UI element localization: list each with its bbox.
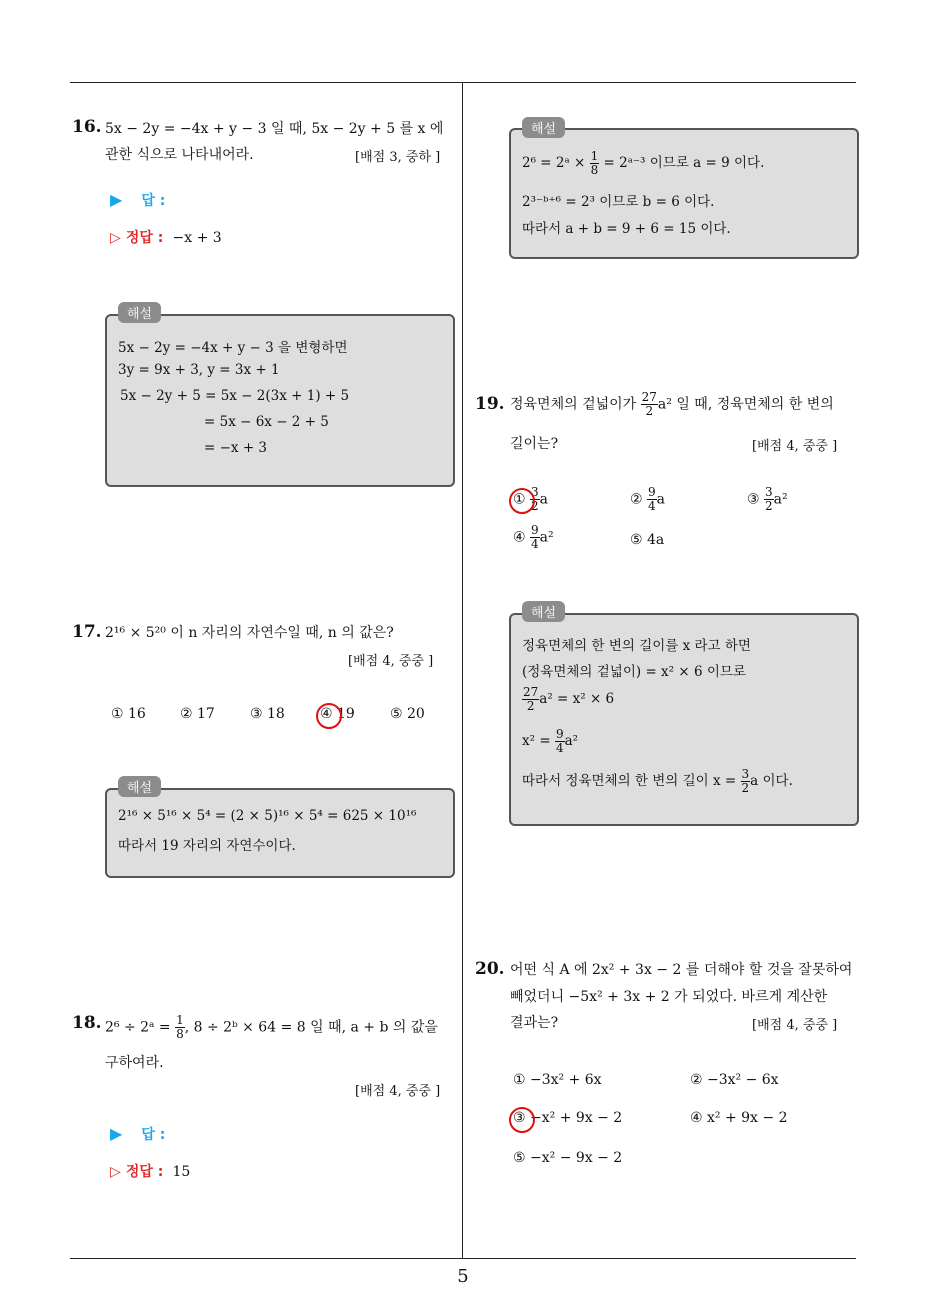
q19-opt4-den: 4: [531, 537, 539, 551]
q18-exp1-fraction: [590, 150, 600, 177]
q19-opt2-mark: ②: [630, 491, 643, 508]
q19-frac-den: 2: [645, 404, 654, 418]
q16-line1: 5x − 2y = −4x + y − 3 일 때, 5x − 2y + 5 를 x 에: [105, 121, 444, 137]
q16-score: [배점 3, 중하 ]: [355, 150, 441, 165]
q19-option-4[interactable]: [513, 524, 554, 551]
page-number: 5: [457, 1266, 469, 1287]
q19-exp5-a: 따라서 정육면체의 한 변의 길이 x =: [522, 773, 737, 789]
q19-selected-circle: [509, 488, 535, 514]
q16-correct-value: −x + 3: [172, 230, 222, 246]
q19-opt4-tail: a²: [539, 529, 554, 546]
q18-answer-label: 답 :: [141, 1127, 166, 1143]
q19-line1: [510, 391, 834, 418]
q19-frac-num: 27: [641, 390, 657, 404]
q17-exp-line1: 2¹⁶ × 5¹⁶ × 5⁴ = (2 × 5)¹⁶ × 5⁴ = 625 × 10¹⁶: [118, 808, 417, 824]
q16-explanation-tab: 해설: [118, 302, 161, 323]
top-rule: [70, 82, 856, 83]
q20-number: 20.: [475, 959, 505, 979]
q18-correct-row: [110, 1161, 190, 1181]
q16-exp-line2: 3y = 9x + 3, y = 3x + 1: [118, 362, 280, 378]
q18-exp-line3: 따라서 a + b = 9 + 6 = 15 이다.: [522, 221, 731, 237]
q19-opt3-tail: a²: [773, 491, 788, 508]
q20-option-1[interactable]: ① −3x² + 6x: [513, 1072, 602, 1088]
q19-exp4-den: 4: [555, 741, 564, 755]
q19-option-5[interactable]: ⑤ 4a: [630, 532, 665, 548]
q19-opt2-frac: [647, 486, 657, 513]
q18-frac-num: 1: [176, 1013, 184, 1027]
q16-correct-label: 정답 :: [125, 230, 164, 246]
q19-opt2-tail: a: [656, 491, 666, 508]
q17-explanation-tab: 해설: [118, 776, 161, 797]
q18-correct-label: 정답 :: [125, 1164, 164, 1180]
q18-exp1-b: = 2ᵃ⁻³ 이므로 a = 9 이다.: [603, 155, 765, 171]
q16-exp-line4: = 5x − 6x − 2 + 5: [204, 414, 329, 430]
q20-line1: 어떤 식 A 에 2x² + 3x − 2 를 더해야 할 것을 잘못하여: [510, 962, 853, 978]
q19-exp-line4: [522, 728, 578, 755]
q16-number: 16.: [72, 117, 102, 137]
q18-exp1-a: 2⁶ = 2ᵃ ×: [522, 155, 586, 171]
q18-exp-line2: 2³⁻ᵇ⁺⁶ = 2³ 이므로 b = 6 이다.: [522, 194, 715, 210]
hollow-triangle-icon: ▷: [110, 1164, 121, 1180]
q19-exp4-frac: [555, 728, 565, 755]
q20-option-4[interactable]: ④ x² + 9x − 2: [690, 1110, 788, 1126]
q18-number: 18.: [72, 1013, 102, 1033]
q19-opt1-mark: ①: [513, 491, 526, 508]
q17-option-5[interactable]: ⑤ 20: [390, 706, 425, 722]
q19-opt3-frac: [764, 486, 774, 513]
q16-correct-row: [110, 227, 222, 247]
q17-number: 17.: [72, 622, 102, 642]
q19-opt1-tail: a: [539, 491, 549, 508]
q19-exp4-a: x² =: [522, 733, 551, 749]
q19-exp4-b: a²: [564, 733, 579, 749]
q19-opt3-num: 3: [765, 485, 773, 499]
q19-exp5-den: 2: [741, 781, 750, 795]
q17-line1: 2¹⁶ × 5²⁰ 이 n 자리의 자연수일 때, n 의 값은?: [105, 625, 394, 641]
q19-number: 19.: [475, 394, 505, 414]
q19-exp-line3: [522, 686, 614, 713]
q18-frac-den: 8: [176, 1027, 184, 1041]
q19-line1-b: a² 일 때, 정육면체의 한 변의: [657, 396, 834, 413]
q20-option-3[interactable]: ③ −x² + 9x − 2: [513, 1110, 623, 1126]
q16-exp-line1: 5x − 2y = −4x + y − 3 을 변형하면: [118, 340, 348, 356]
q18-exp1-num: 1: [590, 149, 599, 163]
q19-exp-line2: (정육면체의 겉넓이) = x² × 6 이므로: [522, 664, 746, 680]
q20-line2: 빼었더니 −5x² + 3x + 2 가 되었다. 바르게 계산한: [510, 989, 828, 1005]
q20-option-5[interactable]: ⑤ −x² − 9x − 2: [513, 1150, 623, 1166]
q18-correct-value: 15: [172, 1164, 191, 1180]
q18-line1: [105, 1014, 438, 1041]
q19-score: [배점 4, 중중 ]: [752, 439, 838, 454]
q19-exp5-num: 3: [741, 767, 750, 781]
q19-exp5-frac: [741, 768, 751, 795]
q18-fraction: [175, 1014, 185, 1041]
q20-line3: 결과는?: [510, 1015, 559, 1031]
q18-exp1-den: 8: [590, 163, 599, 177]
q17-option-4[interactable]: ④ 19: [320, 706, 355, 722]
q19-opt1-den: 2: [531, 499, 539, 513]
q19-option-2[interactable]: [630, 486, 665, 513]
q19-opt4-frac: [530, 524, 540, 551]
q18-score: [배점 4, 중중 ]: [355, 1084, 441, 1099]
q16-exp-line5: = −x + 3: [204, 440, 268, 456]
q17-option-1[interactable]: ① 16: [111, 706, 146, 722]
q19-opt2-den: 4: [648, 499, 656, 513]
q18-answer-row: [110, 1124, 165, 1144]
q17-explanation-box: [105, 788, 455, 878]
q19-exp4-num: 9: [555, 727, 564, 741]
q19-exp-line1: 정육면체의 한 변의 길이를 x 라고 하면: [522, 638, 751, 654]
q17-selected-circle: [316, 703, 342, 729]
q19-fraction: [641, 391, 658, 418]
play-arrow-icon: ▶: [110, 1124, 123, 1143]
q18-explanation-tab: 해설: [522, 117, 565, 138]
q19-opt3-mark: ③: [747, 491, 760, 508]
q16-exp-line3: 5x − 2y + 5 = 5x − 2(3x + 1) + 5: [120, 388, 350, 404]
q19-exp5-b: a 이다.: [750, 773, 793, 789]
q19-exp3-num: 27: [523, 685, 539, 699]
q18-line2: 구하여라.: [105, 1055, 164, 1071]
q16-answer-label: 답 :: [141, 193, 166, 209]
q19-option-3[interactable]: [747, 486, 788, 513]
q19-line2: 길이는?: [510, 436, 559, 452]
q17-exp-line2: 따라서 19 자리의 자연수이다.: [118, 838, 296, 854]
q19-exp3-frac: [522, 686, 539, 713]
q17-option-2[interactable]: ② 17: [180, 706, 215, 722]
q18-line1-a: 2⁶ ÷ 2ᵃ =: [105, 1019, 171, 1036]
q20-selected-circle: [509, 1107, 535, 1133]
q17-score: [배점 4, 중중 ]: [348, 654, 434, 669]
q19-exp-line5: [522, 768, 793, 795]
q19-opt3-den: 2: [765, 499, 773, 513]
q19-opt2-num: 9: [648, 485, 656, 499]
q19-opt1-num: 3: [531, 485, 539, 499]
q19-line1-a: 정육면체의 겉넓이가: [510, 396, 637, 413]
column-divider: [462, 83, 463, 1259]
q19-opt4-num: 9: [531, 523, 539, 537]
q19-explanation-tab: 해설: [522, 601, 565, 622]
q19-exp3-b: a² = x² × 6: [539, 691, 615, 707]
q19-opt4-mark: ④: [513, 529, 526, 546]
q18-line1-b: , 8 ÷ 2ᵇ × 64 = 8 일 때, a + b 의 값을: [184, 1019, 438, 1036]
q20-option-2[interactable]: ② −3x² − 6x: [690, 1072, 779, 1088]
hollow-triangle-icon: ▷: [110, 230, 121, 246]
q20-score: [배점 4, 중중 ]: [752, 1018, 838, 1033]
q16-line2: 관한 식으로 나타내어라.: [105, 147, 254, 163]
bottom-rule: [70, 1258, 856, 1259]
q16-answer-row: [110, 190, 165, 210]
play-arrow-icon: ▶: [110, 190, 123, 209]
q19-exp3-den: 2: [526, 699, 535, 713]
q17-option-3[interactable]: ③ 18: [250, 706, 285, 722]
q18-exp-line1: [522, 150, 764, 177]
